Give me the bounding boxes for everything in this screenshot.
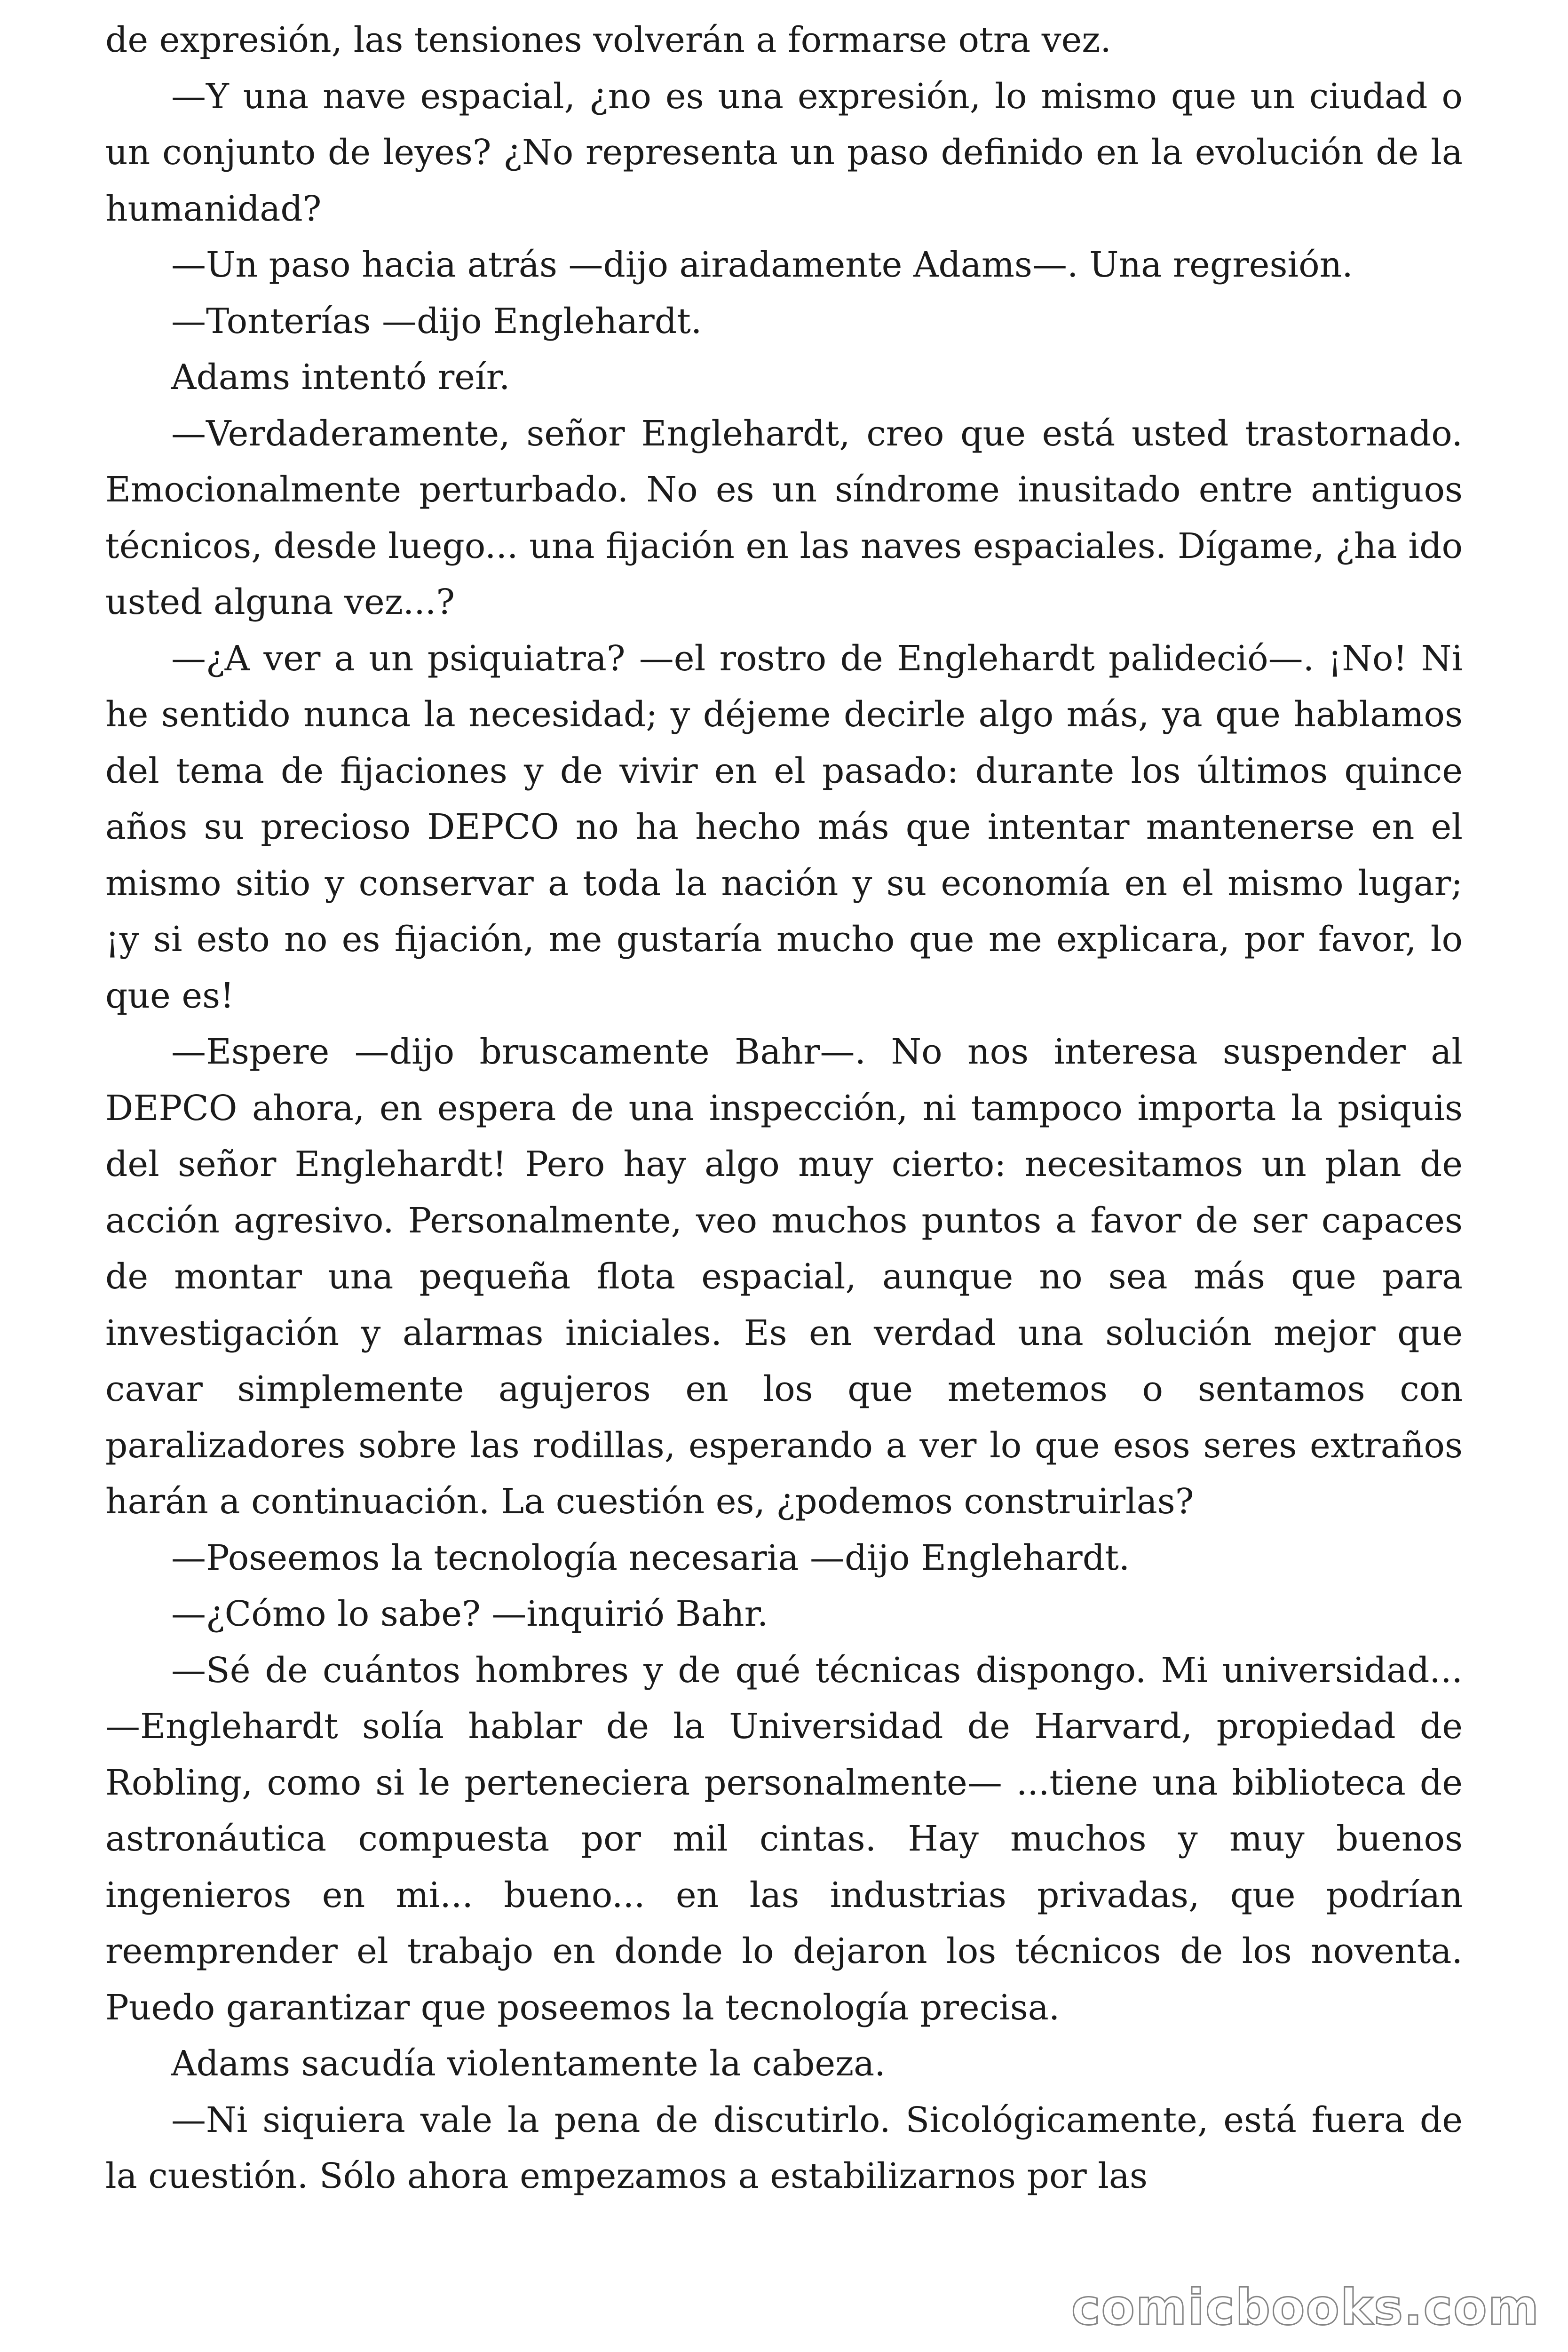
paragraph: —¿A ver a un psiquiatra? —el rostro de Englehardt palideció—. ¡No! Ni he sentido nunca la necesidad; y déjeme decirle algo más, ya que hablamos del tema de fijaciones y de vivir en el pasado: durante los últimos quince años su precioso DEPCO no ha hecho más que intentar mantenerse en el mismo sitio y conservar a toda la nación y su economía en el mismo lugar; ¡y si esto no es fijación, me gustaría mucho que me explicara, por favor, lo que es! xyxy=(105,638,1463,1016)
paragraph: —Verdaderamente, señor Englehardt, creo que está usted trastornado. Emocionalmente perturbado. No es un síndrome inusitado entre antiguos técnicos, desde luego... una fijación en las naves espaciales. Dígame, ¿ha ido usted alguna vez...? xyxy=(105,413,1463,622)
paragraph: —Sé de cuántos hombres y de qué técnicas dispongo. Mi universidad... —Englehardt solía hablar de la Universidad de Harvard, propiedad de Robling, como si le perteneciera personalmente— ...tiene una biblioteca de astronáutica compuesta por mil cintas. Hay muchos y muy buenos ingenieros en mi... bueno... en las industrias privadas, que podrían reemprender el trabajo en donde lo dejaron los técnicos de los noventa. Puedo garantizar que poseemos la tecnología precisa. xyxy=(105,1650,1463,2028)
body-text xyxy=(105,12,1463,2205)
paragraph: —Ni siquiera vale la pena de discutirlo. Sicológicamente, está fuera de la cuestión. Sólo ahora empezamos a estabilizarnos por las xyxy=(105,2099,1463,2196)
paragraph: —Y una nave espacial, ¿no es una expresión, lo mismo que un ciudad o un conjunto de leyes? ¿No representa un paso definido en la evolución de la humanidad? xyxy=(105,76,1463,229)
paragraph: —¿Cómo lo sabe? —inquirió Bahr. xyxy=(171,1594,768,1634)
paragraph: —Espere —dijo bruscamente Bahr—. No nos interesa suspender al DEPCO ahora, en espera de una inspección, ni tampoco importa la psiquis del señor Englehardt! Pero hay algo muy cierto: necesitamos un plan de acción agresivo. Personalmente, veo muchos puntos a favor de ser capaces de montar una pequeña flota espacial, aunque no sea más que para investigación y alarmas iniciales. Es en verdad una solución mejor que cavar simplemente agujeros en los que metemos o sentamos con paralizadores sobre las rodillas, esperando a ver lo que esos seres extraños harán a continuación. La cuestión es, ¿podemos construirlas? xyxy=(105,1032,1463,1522)
paragraph: de expresión, las tensiones volverán a formarse otra vez. xyxy=(105,20,1111,60)
paragraph: —Poseemos la tecnología necesaria —dijo Englehardt. xyxy=(171,1537,1130,1578)
paragraph: Adams intentó reír. xyxy=(171,357,510,397)
paragraph: —Un paso hacia atrás —dijo airadamente Adams—. Una regresión. xyxy=(171,245,1353,285)
watermark: comicbooks.com xyxy=(1071,2279,1540,2336)
paragraph: —Tonterías —dijo Englehardt. xyxy=(171,301,702,342)
paragraph: Adams sacudía violentamente la cabeza. xyxy=(171,2043,886,2084)
